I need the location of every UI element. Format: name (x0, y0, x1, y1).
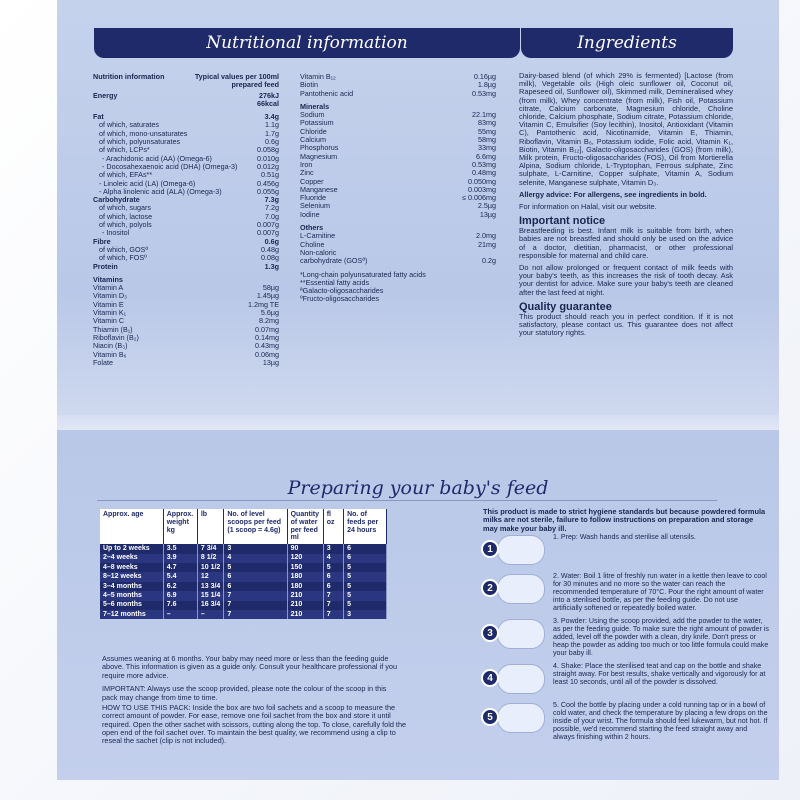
nutrient-label: Iodine (300, 210, 320, 219)
nutrient-label: Pantothenic acid (300, 89, 354, 98)
nutrient-label: Magnesium (300, 152, 338, 161)
table-cell: 13 3/4 (197, 582, 224, 591)
feed-title-rule (97, 500, 717, 501)
step-text: 3. Powder: Using the scoop provided, add the powder to the water, as per the feeding guide. To make sure the right amount of powder is added, level off the powder with a clean, dry knife. Don't press or heap the powder as adding too much or too little formula could make your baby ill. (553, 617, 769, 657)
product-pack (57, 0, 779, 780)
table-cell: 6.2 (163, 582, 197, 591)
nutrient-value: 0.050mg (468, 176, 496, 186)
table-header-row (100, 509, 387, 544)
step-number-badge: 5 (481, 708, 499, 726)
nutrient-label: Vitamin B₁₂ (300, 73, 336, 81)
nutrient-row (300, 169, 496, 177)
nutrient-label: of which, LCPs* (99, 146, 150, 155)
nutrient-row (93, 326, 279, 334)
nutrient-row (300, 202, 496, 210)
nutrition-header-value: Typical values per 100ml prepared feed (194, 72, 279, 90)
hygiene-warning: This product is made to strict hygiene standards but because powdered formula milks are not sterile, failure to follow instructions on preparation and storage may make your baby ill. (483, 507, 766, 533)
nutrient-label: of which, polyunsaturates (99, 138, 181, 147)
nutrient-row (93, 180, 279, 188)
nutrient-value: ≤ 0.006mg (462, 193, 496, 203)
table-cell: 5 (344, 572, 387, 581)
nutrient-row (300, 161, 496, 169)
nutrient-value: 0.010g (257, 153, 279, 163)
table-cell: 5 (323, 563, 343, 572)
nutrient-label: of which, saturates (99, 121, 159, 130)
table-row (100, 563, 387, 572)
nutrient-label: Vitamin C (93, 317, 125, 326)
nutrient-label: Fluoride (300, 194, 326, 203)
table-header: fl oz (323, 509, 343, 544)
energy-row-kcal: 66kcal (257, 98, 279, 108)
nutrient-row (300, 241, 496, 249)
nutrient-value: 0.003mg (468, 184, 496, 194)
table-header: No. of feeds per 24 hours (344, 509, 387, 544)
nutrient-label: Protein (93, 262, 118, 271)
step-illustration (479, 617, 549, 651)
table-cell: 3.9 (163, 554, 197, 563)
nutrient-label: Potassium (300, 119, 334, 128)
ingredients-block (519, 72, 733, 341)
table-cell: 7–12 months (100, 610, 163, 619)
nutrient-row (93, 221, 279, 229)
nutrient-label: Sodium (300, 111, 325, 120)
table-cell: 7 (224, 591, 287, 600)
weaning-note: Assumes weaning at 6 months. Your baby may need more or less than the feeding guide above. This information is given as a guide only. Consult your healthcare professional if you require more advice. (102, 654, 398, 680)
nutrient-row (93, 334, 279, 342)
table-cell: – (197, 610, 224, 619)
nutrient-row (93, 213, 279, 221)
nutrient-value: 2.0mg (476, 231, 496, 241)
nutrient-label: Thiamin (B₁) (93, 325, 133, 334)
nutrient-label: Biotin (300, 81, 318, 90)
table-cell: 4 (224, 554, 287, 563)
others-list (300, 232, 496, 265)
nutrient-value: 7.3g (264, 195, 279, 205)
preparation-step (479, 662, 769, 696)
feed-title: Preparing your baby's feed (287, 477, 549, 499)
table-cell: 150 (287, 563, 323, 572)
footnote: *Long-chain polyunsaturated fatty acids (300, 269, 426, 279)
vitamins-heading: Vitamins (93, 274, 123, 284)
step-illustration (479, 701, 549, 735)
nutrient-label: Fat (93, 113, 104, 122)
nutrient-value: 0.007g (257, 220, 279, 230)
table-cell: 3.5 (163, 544, 197, 553)
nutrient-label: Non-caloric (300, 248, 337, 257)
nutrient-row (93, 238, 279, 246)
table-row (100, 601, 387, 610)
nutrient-row (93, 317, 279, 325)
nutrient-row (93, 121, 279, 129)
table-header: Approx. weight kg (163, 509, 197, 544)
nutrient-value: 0.058g (257, 145, 279, 155)
nutrient-value: 7.0g (265, 211, 279, 221)
nutrient-label: Iron (300, 160, 313, 169)
table-cell: 6 (344, 554, 387, 563)
table-cell: 15 1/4 (197, 591, 224, 600)
nutrient-value: 58µg (262, 283, 279, 293)
table-cell: 6.9 (163, 591, 197, 600)
step-picture-icon (497, 664, 545, 694)
table-cell: 7 (323, 601, 343, 610)
nutrition-left-column (93, 73, 279, 367)
table-header: Quantity of water per feed ml (287, 509, 323, 544)
mid-vitamin-list (300, 73, 496, 98)
nutrient-value: 21mg (478, 239, 496, 249)
nutrient-value: 5.6µg (260, 308, 279, 318)
nutrient-value: 55mg (478, 126, 496, 136)
step-picture-icon (497, 535, 545, 565)
table-cell: 5 (224, 563, 287, 572)
nutrient-row (300, 111, 496, 119)
nutrient-label: Manganese (300, 185, 338, 194)
step-picture-icon (497, 574, 545, 604)
nutrient-list (93, 113, 279, 271)
minerals-heading: Minerals (300, 101, 330, 111)
halal-info: For information on Halal, visit our website. (519, 202, 657, 212)
nutrient-label: of which, EFAs** (99, 171, 153, 180)
table-cell: 8 1/2 (197, 554, 224, 563)
table-cell: 90 (287, 544, 323, 553)
nutrition-middle-column (300, 73, 496, 304)
howto-text: HOW TO USE THIS PACK: Inside the box are two foil sachets and a scoop to measure the correct amount of powder. For ease, remove one foil sachet from the box and store it until required. Open the other sachet with scissors, cutting along the top. To close, carefully fold the open end of the foil sachet over. To maintain the best quality, we recommend using a clip to reseal the sachet (clip is not included). (102, 703, 407, 746)
table-cell: 210 (287, 610, 323, 619)
step-number-badge: 2 (481, 579, 499, 597)
nutrient-value: 1.1g (265, 120, 279, 130)
step-illustration (479, 662, 549, 696)
nutrient-row (93, 359, 279, 367)
nutrient-value: 1.2mg TE (247, 299, 279, 309)
nutrient-row (93, 171, 279, 179)
nutrient-label: Carbohydrate (93, 196, 140, 205)
nutrient-label: of which, mono-unsaturates (99, 129, 188, 138)
nutrient-label: Copper (300, 177, 324, 186)
table-cell: 2–4 weeks (100, 554, 163, 563)
nutrient-label: Vitamin K₁ (93, 309, 127, 318)
nutrient-value: 22.1mg (472, 110, 496, 120)
table-cell: 7 (323, 610, 343, 619)
feed-notes (102, 655, 402, 707)
footnote: ºFructo-oligosaccharides (300, 294, 379, 304)
nutrient-value: 0.2g (482, 256, 496, 266)
nutrient-value: 0.055g (257, 186, 279, 196)
table-cell: 120 (287, 554, 323, 563)
nutrient-label: Chloride (300, 127, 327, 136)
allergy-advice: Allergy advice: For allergens, see ingredients in bold. (519, 189, 707, 199)
ingredients-text: Dairy-based blend (of which 29% is fermented) [Lactose (from milk), Vegetable oils (High oleic sunflower oil, Coconut oil, Rapeseed oil, Sunflower oil), Skimmed milk, Demineralised whey (from milk), Whey concentrate (from milk), Fish oil, Potassium citrate, Calcium carbonate, Magnesium chloride, Choline chloride, Calcium phosphate, Sodium citrate, Potassium chloride, Vitamin C, Emulsifier (Soy lecithin), Inositol, Antioxidant (Vitamin C), Pantothenic acid, Nicotinamide, Vitamin E, Thiamin, Riboflavin, Vitamin B₆, Potassium iodide, Folic acid, Vitamin K₁, Biotin, Vitamin B₁₂], Galacto-oligosaccharides (GOS) (from milk), Milk protein, Fructo-oligosaccharides (FOS), Oil from Mortierella Alpina, Sodium chloride, L-Tryptophan, Ferrous sulphate, Zinc sulphate, L-Carnitine, Copper sulphate, Vitamin A, Sodium selenite, Manganese sulphate, Vitamin D₃. (519, 71, 733, 187)
table-header: No. of level scoops per feed (1 scoop = 4.6g) (224, 509, 287, 544)
table-cell: 210 (287, 601, 323, 610)
nutrient-value: 58mg (478, 135, 496, 145)
nutrient-row (300, 136, 496, 144)
nutrient-row (300, 73, 496, 81)
feeding-guide-table (100, 509, 387, 619)
nutrient-label: of which, GOSª (99, 245, 148, 254)
table-cell: 10 1/2 (197, 563, 224, 572)
nutrient-row (93, 188, 279, 196)
nutrient-row (300, 90, 496, 98)
step-picture-icon (497, 703, 545, 733)
nutrient-label: Riboflavin (B₂) (93, 333, 139, 342)
nutrient-row (300, 211, 496, 219)
nutrient-row (93, 342, 279, 350)
nutrient-row (300, 119, 496, 127)
step-illustration (479, 533, 549, 567)
footnotes (300, 271, 496, 304)
footnote: **Essential fatty acids (300, 277, 370, 287)
nutrient-label: carbohydrate (GOSª) (300, 257, 368, 266)
preparation-step (479, 533, 769, 567)
table-cell: 6 (224, 582, 287, 591)
preparation-steps (479, 533, 769, 746)
nutrient-row (300, 153, 496, 161)
nutrient-row (300, 81, 496, 89)
nutrient-value: 0.48g (261, 244, 279, 254)
nutrient-value: 0.07mg (255, 324, 279, 334)
nutrient-row (93, 309, 279, 317)
nutrient-label: Vitamin A (93, 284, 124, 293)
preparation-step (479, 701, 769, 741)
ingredients-title: Ingredients (521, 28, 733, 58)
table-cell: 180 (287, 572, 323, 581)
step-number-badge: 4 (481, 669, 499, 687)
nutrient-row (93, 130, 279, 138)
table-cell: 6 (323, 582, 343, 591)
nutrient-value: 1.7g (265, 128, 279, 138)
table-cell: 180 (287, 582, 323, 591)
nutrient-label: Choline (300, 240, 325, 249)
nutrient-label: Calcium (300, 136, 326, 145)
nutrient-value: 0.51g (261, 170, 279, 180)
nutrient-value: 0.007g (257, 228, 279, 238)
nutrient-value: 0.16µg (473, 72, 496, 81)
nutrition-title: Nutritional information (94, 28, 520, 58)
table-cell: 16 3/4 (197, 601, 224, 610)
table-cell: 7 (224, 610, 287, 619)
table-cell: – (163, 610, 197, 619)
table-cell: 6 (224, 572, 287, 581)
nutrient-row (93, 229, 279, 237)
table-cell: 3 (344, 610, 387, 619)
nutrient-label: - Linoleic acid (LA) (Omega-6) (99, 179, 196, 188)
table-row (100, 544, 387, 553)
nutrient-value: 6.6mg (476, 151, 496, 161)
step-picture-icon (497, 619, 545, 649)
nutrient-value: 0.53mg (472, 88, 496, 98)
table-row (100, 572, 387, 581)
nutrient-value: 0.53mg (472, 159, 496, 169)
table-cell: 5 (344, 563, 387, 572)
nutrient-row (93, 163, 279, 171)
table-cell: 3 (323, 544, 343, 553)
nutrient-label: Selenium (300, 202, 330, 211)
nutrient-row (93, 138, 279, 146)
table-cell: 4 (323, 554, 343, 563)
step-text: 1. Prep: Wash hands and sterilise all utensils. (553, 533, 696, 541)
nutrient-row (93, 196, 279, 204)
nutrient-label: Vitamin B₆ (93, 350, 127, 359)
energy-row: Energy 276kJ (93, 90, 279, 100)
nutrient-value: 0.012g (257, 161, 279, 171)
nutrient-label: Folate (93, 358, 113, 367)
preparation-step (479, 617, 769, 657)
nutrient-value: 33mg (478, 143, 496, 153)
nutrient-label: Phosphorus (300, 144, 339, 153)
nutrient-row (93, 254, 279, 262)
nutrient-value: 0.43mg (255, 341, 279, 351)
step-number-badge: 1 (481, 540, 499, 558)
quality-heading: Quality guarantee (519, 300, 612, 313)
others-heading: Others (300, 223, 324, 233)
nutrient-label: - Docosahexaenoic acid (DHA) (Omega-3) (102, 162, 238, 171)
table-cell: 4–5 months (100, 591, 163, 600)
table-cell: 3–4 months (100, 582, 163, 591)
table-cell: 8–12 weeks (100, 572, 163, 581)
nutrient-row (93, 351, 279, 359)
nutrient-row (93, 263, 279, 271)
nutrient-value: 8.2mg (259, 316, 279, 326)
table-cell: 4–8 weeks (100, 563, 163, 572)
nutrient-value: 3.4g (264, 112, 279, 122)
nutrient-row (300, 144, 496, 152)
nutrient-row (300, 128, 496, 136)
nutrient-value: 1.45µg (256, 291, 279, 301)
nutrient-label: Fibre (93, 237, 111, 246)
step-text: 2. Water: Boil 1 litre of freshly run water in a kettle then leave to cool for 30 minutes and no more so the water can reach the recommended temperature of 70°C. Pour the right amount of water into a sterilised bottle, as per the feeding guide. Do not use artificially softened or repeatedly boiled water. (553, 572, 767, 612)
nutrient-value: 0.6g (265, 137, 279, 147)
nutrient-value: 1.8µg (477, 80, 496, 90)
mineral-list (300, 111, 496, 219)
nutrient-label: Vitamin D₃ (93, 292, 127, 301)
table-cell: 6 (323, 572, 343, 581)
nutrient-value: 0.6g (264, 236, 279, 246)
step-illustration (479, 572, 549, 606)
nutrient-value: 13µg (479, 209, 496, 219)
notice-heading: Important notice (519, 215, 606, 228)
table-row (100, 610, 387, 619)
nutrient-row (93, 146, 279, 154)
nutrient-row (93, 155, 279, 163)
nutrient-row (93, 113, 279, 121)
nutrient-label: - Arachidonic acid (AA) (Omega-6) (102, 154, 212, 163)
nutrient-label: of which, lactose (99, 212, 153, 221)
nutrient-label: of which, sugars (99, 204, 151, 213)
table-cell: 3 (224, 544, 287, 553)
table-cell: 6 (344, 544, 387, 553)
vitamin-list (93, 284, 279, 367)
table-cell: 5 (344, 601, 387, 610)
preparation-step (479, 572, 769, 612)
table-row (100, 591, 387, 600)
quality-text: This product should reach you in perfect condition. If it is not satisfactory, please contact us. This guarantee does not affect your statutory rights. (519, 311, 733, 338)
table-cell: 5 (344, 582, 387, 591)
table-cell: 4.7 (163, 563, 197, 572)
nutrient-value: 1.3g (264, 261, 279, 271)
nutrient-row (300, 232, 496, 240)
table-cell: 7 (323, 591, 343, 600)
nutrient-value: 13µg (262, 357, 279, 367)
table-header: lb (197, 509, 224, 544)
nutrient-label: of which, polyols (99, 221, 152, 230)
nutrient-label: of which, FOSº (99, 254, 147, 263)
table-cell: 7.6 (163, 601, 197, 610)
nutrient-value: 0.14mg (255, 332, 279, 342)
nutrient-label: Vitamin E (93, 300, 124, 309)
table-row (100, 554, 387, 563)
table-header: Approx. age (100, 509, 163, 544)
nutrition-header-label: Nutrition information (93, 72, 165, 81)
table-row (100, 582, 387, 591)
table-cell: 7 3/4 (197, 544, 224, 553)
nutrient-value: 83mg (478, 118, 496, 128)
nutrient-value: 0.48mg (472, 168, 496, 178)
nutrient-value: 2.5µg (477, 201, 496, 211)
nutrient-label: L-Carnitine (300, 232, 336, 241)
footnote: ªGalacto-oligosaccharides (300, 286, 384, 296)
table-cell: 5–6 months (100, 601, 163, 610)
notice-text-2: Do not allow prolonged or frequent contact of milk feeds with your baby's teeth, as this increases the risk of tooth decay. Ask your dentist for advice. Make sure your baby's teeth are cleaned after the last feed at night. (519, 263, 733, 297)
nutrient-row (93, 246, 279, 254)
nutrient-value: 0.456g (257, 178, 279, 188)
nutrient-label: - Inositol (102, 229, 130, 238)
table-cell: 5 (344, 591, 387, 600)
nutrient-row (300, 249, 496, 257)
step-text: 4. Shake: Place the sterilised teat and cap on the bottle and shake straight away. For best results, shake vertically and vigorously for at least 10 seconds, until all of the powder is dissolved. (553, 662, 766, 686)
nutrient-row (93, 204, 279, 212)
nutrient-value: 7.2g (265, 203, 279, 213)
step-text: 5. Cool the bottle by placing under a cold running tap or in a bowl of cold water, and check the temperature by placing a few drops on the inside of your wrist. The formula should feel lukewarm, but not hot. If possible, we'd recommend starting the feed straight away and always finishing within 2 hours. (553, 701, 768, 741)
nutrient-row (93, 284, 279, 292)
nutrient-label: Niacin (B₃) (93, 342, 128, 351)
table-cell: 12 (197, 572, 224, 581)
table-cell: 210 (287, 591, 323, 600)
nutrient-value: 0.06mg (255, 349, 279, 359)
nutrient-row (300, 257, 496, 265)
step-number-badge: 3 (481, 624, 499, 642)
scoop-note: IMPORTANT: Always use the scoop provided, please note the colour of the scoop in this pack may change from time to time. (102, 684, 387, 702)
nutrient-row (300, 194, 496, 202)
table-cell: 5.4 (163, 572, 197, 581)
notice-text-1: Breastfeeding is best. Infant milk is suitable from birth, when babies are not breastfed and should only be used on the advice of a doctor, dietitian, pharmacist, or other professional responsible for maternal and child care. (519, 226, 733, 260)
nutrient-label: Zinc (300, 169, 314, 178)
table-cell: Up to 2 weeks (100, 544, 163, 553)
nutrient-row (300, 178, 496, 186)
nutrient-label: - Alpha linolenic acid (ALA) (Omega-3) (99, 187, 222, 196)
table-cell: 7 (224, 601, 287, 610)
nutrient-row (93, 301, 279, 309)
nutrient-value: 0.08g (261, 253, 279, 263)
